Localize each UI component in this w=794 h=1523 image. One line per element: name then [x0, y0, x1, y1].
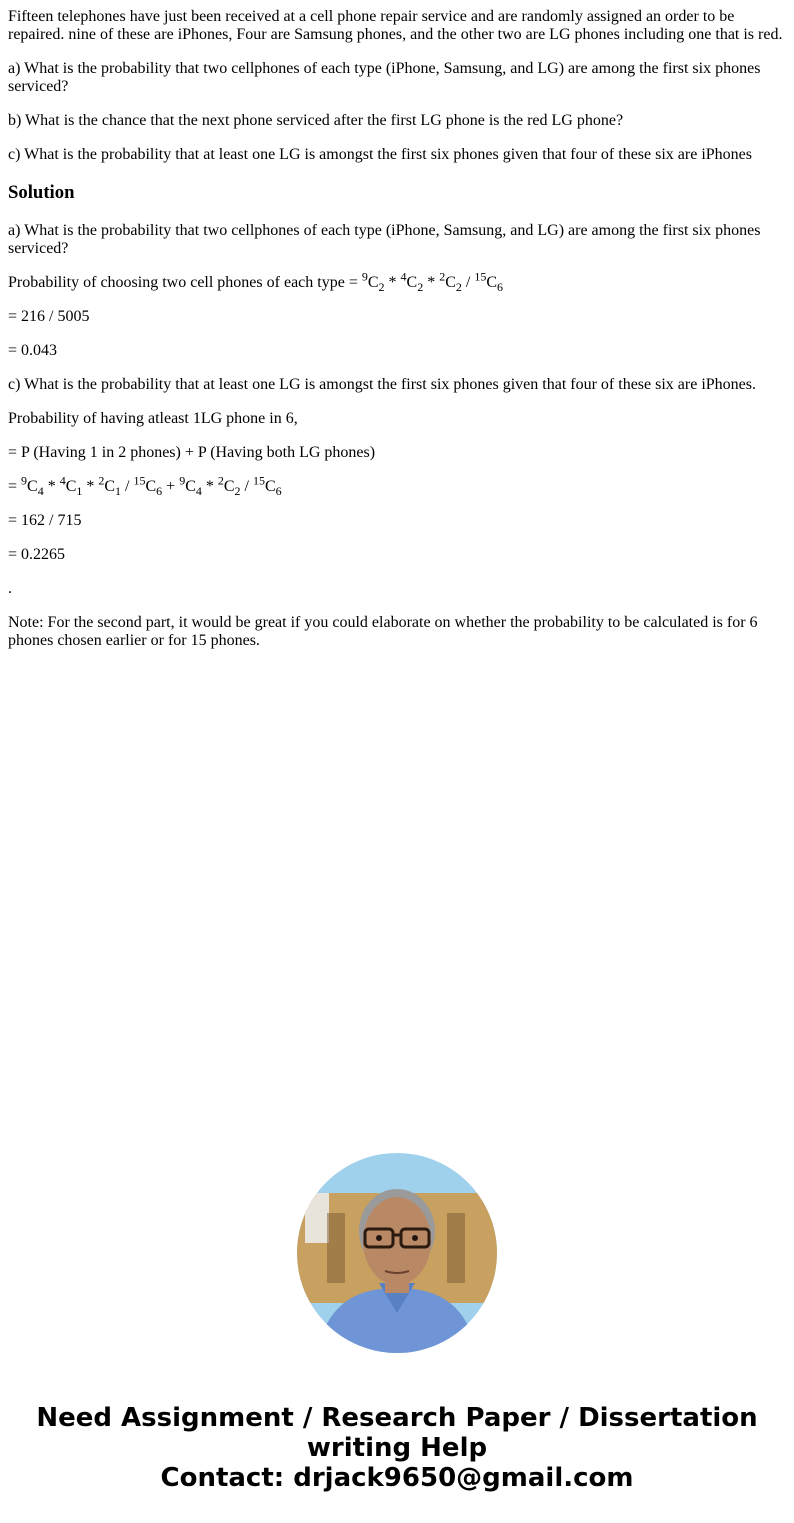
formula-c: C [27, 478, 38, 495]
formula-op: / [461, 274, 475, 291]
document-body [8, 0, 786, 666]
formula-sup: 2 [439, 269, 446, 284]
formula-sub: 1 [76, 484, 83, 499]
solution-c-line2: = P (Having 1 in 2 phones) + P (Having both LG phones) [8, 444, 376, 461]
formula-c: C [185, 478, 196, 495]
solution-c-step2: = 0.2265 [8, 546, 66, 563]
formula-c: C [265, 478, 276, 495]
separator-dot: . [8, 580, 12, 597]
formula-c: C [223, 478, 235, 495]
formula-c: C [104, 478, 116, 495]
formula-sub: 2 [455, 280, 462, 295]
formula-sub: 6 [496, 280, 503, 295]
formula-sup: 9 [361, 269, 368, 284]
formula-sup: 15 [133, 473, 146, 488]
solution-a-formula [8, 269, 786, 295]
formula-op: * [82, 478, 99, 495]
formula-c: C [486, 274, 497, 291]
formula-c: C [406, 274, 418, 291]
formula-label: Probability of choosing two cell phones of each type = [8, 274, 362, 291]
formula-sup: 2 [217, 473, 224, 488]
solution-a-step2: = 0.043 [8, 342, 58, 359]
author-photo-icon [297, 1153, 497, 1353]
formula-sup: 4 [59, 473, 66, 488]
promo-line2: writing Help [306, 1433, 488, 1463]
formula-op: / [121, 478, 134, 495]
solution-a-step1: = 216 / 5005 [8, 308, 90, 325]
question-b: b) What is the chance that the next phone serviced after the first LG phone is the red LG phone? [8, 112, 624, 129]
formula-sup: 4 [400, 269, 407, 284]
solution-c-formula [8, 473, 786, 499]
formula-sup: 15 [253, 473, 265, 488]
formula-sub: 2 [417, 280, 424, 295]
formula-op: + [162, 478, 180, 495]
solution-a-question: a) What is the probability that two cellphones of each type (iPhone, Samsung, and LG) are among the first six phones serviced? [8, 222, 761, 257]
photo-wall-pattern [327, 1213, 345, 1283]
formula-sub: 6 [156, 484, 163, 499]
formula-c: C [367, 274, 379, 291]
problem-intro: Fifteen telephones have just been received at a cell phone repair service and are randomly assigned an order to be repaired. nine of these are iPhones, Four are Samsung phones, and the other two are LG phones including one that is red. [8, 8, 783, 43]
solution-c-step1: = 162 / 715 [8, 512, 82, 529]
promo-banner [0, 1403, 794, 1493]
formula-sup: 9 [21, 473, 28, 488]
photo-switchboard [305, 1193, 329, 1243]
formula-sub: 2 [378, 280, 385, 295]
solution-c-question: c) What is the probability that at least one LG is amongst the first six phones given that four of these six are iPhones. [8, 376, 756, 393]
formula-sub: 4 [195, 484, 202, 499]
photo-neck [385, 1271, 409, 1293]
question-a: a) What is the probability that two cellphones of each type (iPhone, Samsung, and LG) are among the first six phones serviced? [8, 60, 761, 95]
formula-sub: 4 [37, 484, 44, 499]
promo-line1: Need Assignment / Research Paper / Dissertation [36, 1403, 758, 1433]
promo-contact: Contact: drjack9650@gmail.com [160, 1463, 634, 1493]
formula-op: * [43, 478, 60, 495]
solution-note: Note: For the second part, it would be great if you could elaborate on whether the probability to be calculated is for 6 phones chosen earlier or for 15 phones. [8, 614, 758, 649]
formula-sup: 9 [179, 473, 186, 488]
formula-sup: 2 [98, 473, 105, 488]
question-c: c) What is the probability that at least one LG is amongst the first six phones given that four of these six are iPhones [8, 146, 752, 163]
photo-eye-left [376, 1235, 382, 1241]
formula-sub: 6 [275, 484, 282, 499]
formula-op: * [423, 274, 440, 291]
formula-sup: 15 [474, 269, 487, 284]
solution-heading: Solution [8, 182, 75, 203]
formula-c: C [145, 478, 157, 495]
formula-op: * [201, 478, 218, 495]
formula-op: * [384, 274, 401, 291]
formula-c: C [445, 274, 456, 291]
formula-sub: 2 [234, 484, 241, 499]
photo-wall-pattern [447, 1213, 465, 1283]
solution-c-line1: Probability of having atleast 1LG phone in 6, [8, 410, 298, 427]
formula-prefix: = [8, 478, 22, 495]
formula-c: C [65, 478, 77, 495]
photo-eye-right [412, 1235, 418, 1241]
formula-sub: 1 [115, 484, 122, 499]
author-photo-svg [297, 1153, 497, 1353]
formula-op: / [240, 478, 253, 495]
